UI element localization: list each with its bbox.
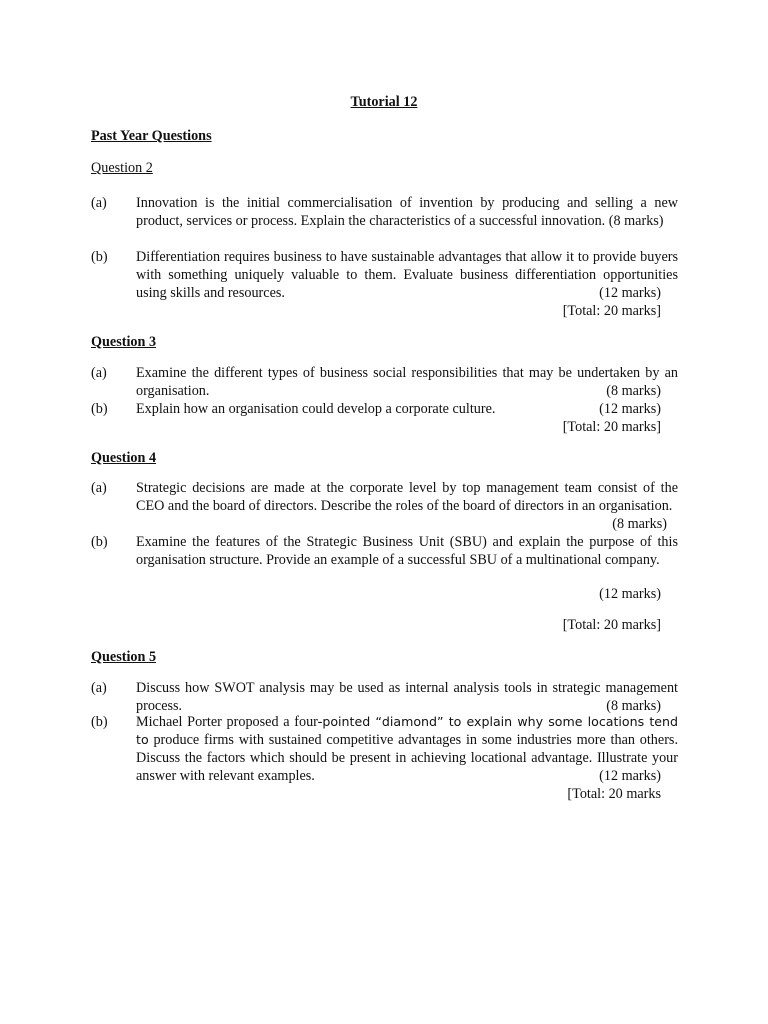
question-4a: [91, 479, 678, 533]
question-2b-marks: (12 marks): [599, 285, 661, 301]
question-5b-marks: (12 marks): [599, 768, 661, 784]
question-5b: [91, 713, 678, 785]
question-4a-label: (a): [91, 480, 107, 496]
question-4b-label: (b): [91, 534, 108, 550]
question-5a-text: Discuss how SWOT analysis may be used as internal analysis tools in strategic management process.: [136, 680, 678, 714]
question-3b-marks: (12 marks): [599, 401, 661, 417]
question-4a-marks: (8 marks): [612, 516, 667, 532]
question-3a: [91, 364, 678, 400]
section-subtitle: Past Year Questions: [91, 128, 212, 144]
question-3-heading: Question 3: [91, 334, 157, 350]
question-4-total: [Total: 20 marks]: [562, 617, 661, 633]
question-2b: [91, 248, 678, 302]
question-2a-text: Innovation is the initial commercialisation of invention by producing and selling a new product, services or process. Explain the characteristics of a successful innovation.: [136, 195, 678, 229]
question-5a: [91, 679, 678, 715]
question-2-total: [Total: 20 marks]: [562, 303, 661, 319]
page-title: Tutorial 12: [350, 94, 418, 110]
question-5b-text-sans: pointed “diamond” to explain why some locations tend to: [136, 714, 678, 747]
question-3b-label: (b): [91, 401, 108, 417]
question-4b-marks: (12 marks): [599, 586, 661, 602]
question-4b: [91, 533, 678, 569]
question-5b-text-rest: produce firms with sustained competitive advantages in some industries more than others. Discuss the factors which should be present in achieving locational advantage. Illustrate your answer with relevant examples.: [136, 732, 678, 784]
question-3a-marks: (8 marks): [606, 383, 661, 399]
question-2b-label: (b): [91, 249, 108, 265]
question-5a-label: (a): [91, 680, 107, 696]
question-3a-text: Examine the different types of business social responsibilities that may be undertaken by an organisation.: [136, 365, 678, 399]
question-2a-label: (a): [91, 195, 107, 211]
question-2-heading: Question 2: [91, 160, 153, 176]
question-3b: [91, 400, 678, 418]
question-4b-text: Examine the features of the Strategic Business Unit (SBU) and explain the purpose of this organisation structure. Provide an example of a successful SBU of a multinational company.: [136, 534, 678, 568]
question-4a-text: Strategic decisions are made at the corporate level by top management team consist of the CEO and the board of directors. Describe the roles of the board of directors in an organisation.: [136, 480, 678, 514]
question-2a-marks: (8 marks): [608, 213, 664, 229]
question-5-total: [Total: 20 marks: [567, 786, 661, 802]
question-5-heading: Question 5: [91, 649, 157, 665]
question-5a-marks: (8 marks): [606, 698, 661, 714]
question-5b-label: (b): [91, 714, 108, 730]
question-4-heading: Question 4: [91, 450, 157, 466]
question-2a: [91, 194, 678, 230]
question-3b-text: Explain how an organisation could develop a corporate culture.: [136, 401, 496, 417]
question-5b-text-start: Michael Porter proposed a four-: [136, 714, 323, 730]
question-3-total: [Total: 20 marks]: [562, 419, 661, 435]
question-3a-label: (a): [91, 365, 107, 381]
question-2b-text: Differentiation requires business to have sustainable advantages that allow it to provide buyers with something uniquely valuable to them. Evaluate business differentiation opportunities using skills and resources.: [136, 249, 678, 301]
